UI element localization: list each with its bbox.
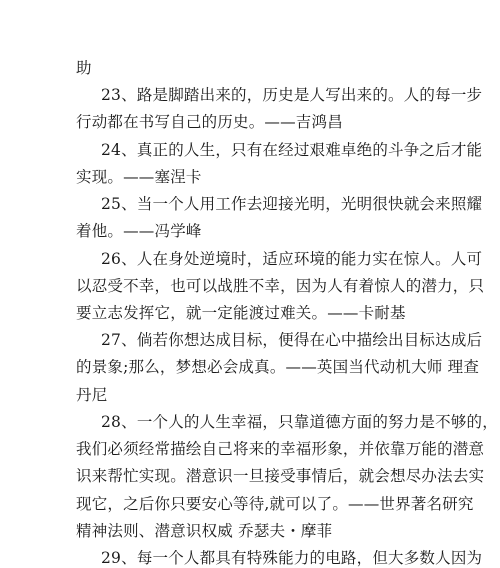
text-line: 的景象;那么，梦想必会成真。——英国当代动机大师 理查 <box>76 358 480 376</box>
text-line: 精神法则、潜意识权威 乔瑟夫・摩菲 <box>76 522 333 540</box>
text-line: 行动都在书写自己的历史。——吉鸿昌 <box>76 113 343 131</box>
text-line: 我们必须经常描绘自己将来的幸福形象，并依靠万能的潜意 <box>76 440 485 458</box>
text-line: 24、真正的人生，只有在经过艰难卓绝的斗争之后才能 <box>101 141 483 159</box>
text-line: 丹尼 <box>76 386 108 404</box>
text-line: 28、一个人的人生幸福，只靠道德方面的努力是不够的， <box>101 413 498 431</box>
text-line: 27、倘若你想达成目标，便得在心中描绘出目标达成后 <box>101 331 483 349</box>
text-line: 以忍受不幸，也可以战胜不幸，因为人有着惊人的潜力，只 <box>76 277 485 295</box>
text-line: 着他。——冯学峰 <box>76 222 202 240</box>
text-line: 助 <box>76 59 92 77</box>
text-line: 识来帮忙实现。潜意识一旦接受事情后，就会想尽办法去实 <box>76 467 485 485</box>
text-line: 现它，之后你只要安心等待,就可以了。——世界著名研究 <box>76 495 474 513</box>
text-line: 要立志发挥它，就一定能渡过难关。——卡耐基 <box>76 304 406 322</box>
text-line: 29、每一个人都具有特殊能力的电路，但大多数人因为 <box>101 549 483 567</box>
text-line: 23、路是脚踏出来的，历史是人写出来的。人的每一步 <box>101 86 483 104</box>
text-line: 实现。——塞涅卡 <box>76 168 202 186</box>
text-line: 26、人在身处逆境时，适应环境的能力实在惊人。人可 <box>101 250 483 268</box>
text-line: 25、当一个人用工作去迎接光明，光明很快就会来照耀 <box>101 195 483 213</box>
